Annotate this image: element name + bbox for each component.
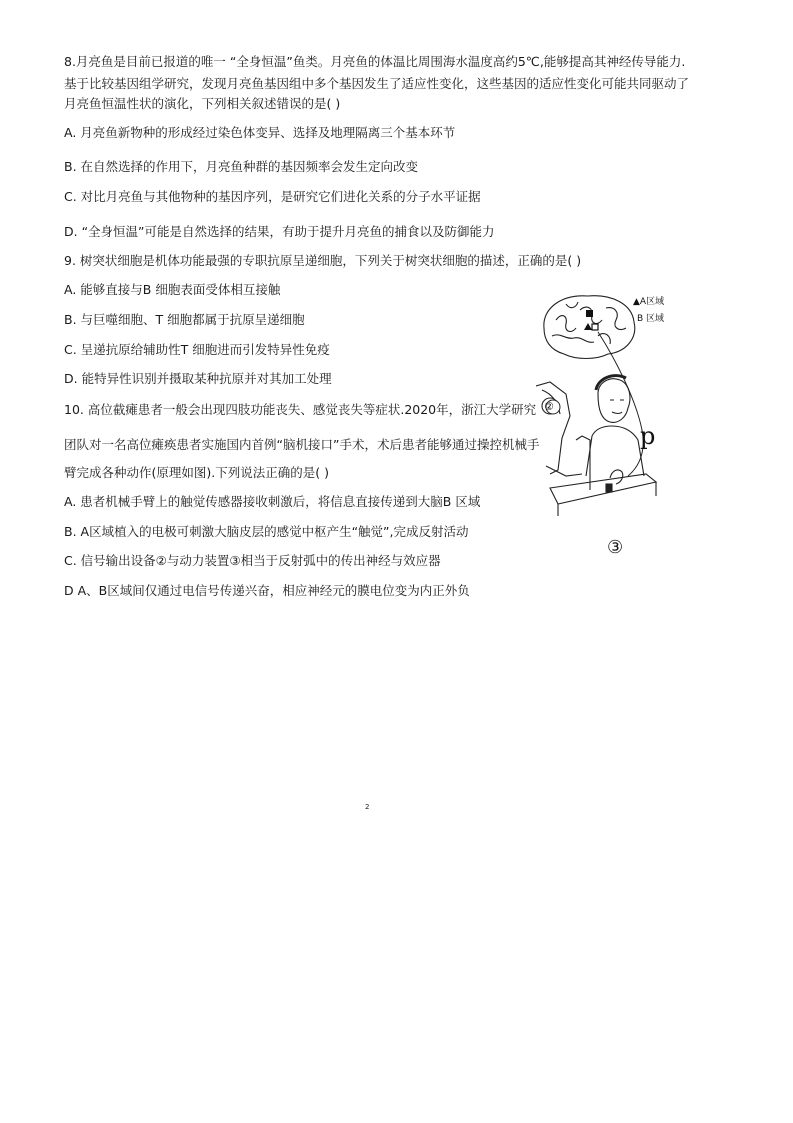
label-p: p [640, 422, 656, 450]
electrode-b [592, 324, 598, 330]
q9-stem: 9. 树突状细胞是机体功能最强的专职抗原呈递细胞，下列关于树突状细胞的描述，正确的是( ) [64, 253, 582, 268]
label-2: ② [544, 400, 554, 413]
q9-option-b: B. 与巨噬细胞、T 细胞都属于抗原呈递细胞 [64, 312, 305, 327]
q10-option-b: B. A区域植入的电极可刺激大脑皮层的感觉中枢产生“触觉”,完成反射活动 [64, 524, 469, 539]
electrode-a-marker [584, 323, 592, 330]
legend-a-region: ▲A区域 [633, 297, 665, 307]
q10-option-a: A. 患者机械手臂上的触觉传感器接收刺激后，将信息直接传递到大脑B 区域 [64, 494, 481, 509]
q8-option-d: D. “全身恒温”可能是自然选择的结果，有助于提升月亮鱼的捕食以及防御能力 [64, 224, 495, 239]
q8-option-a: A. 月亮鱼新物种的形成经过染色体变异、选择及地理隔离三个基本环节 [64, 125, 456, 140]
q9-option-c: C. 呈递抗原给辅助性T 细胞进而引发特异性免疫 [64, 342, 330, 357]
q8-stem-line-2: 基于比较基因组学研究，发现月亮鱼基因组中多个基因发生了适应性变化，这些基因的适应性变化可能共同驱动了 [64, 76, 690, 91]
signal-wire [598, 332, 643, 476]
table-drawing [550, 470, 656, 516]
electrode-a [586, 310, 593, 317]
q10-option-d: D A、B区域间仅通过电信号传递兴奋，相应神经元的膜电位变为内正外负 [64, 583, 470, 598]
q9-option-a: A. 能够直接与B 细胞表面受体相互接触 [64, 282, 281, 297]
page-number: 2 [365, 803, 370, 811]
q8-stem-line-1: 8.月亮鱼是目前已报道的唯一 “全身恒温”鱼类。月亮鱼的体温比周围海水温度高约5℃,能够提高其神经传导能力. [64, 54, 686, 69]
q8-stem-line-3: 月亮鱼恒温性状的演化，下列相关叙述错误的是( ) [64, 96, 341, 111]
patient-drawing [576, 376, 644, 490]
label-3: ③ [607, 537, 624, 558]
q10-stem-line-2: 团队对一名高位瘫痪患者实施国内首例“脑机接口”手术，术后患者能够通过操控机械手 [64, 437, 540, 452]
q10-option-c: C. 信号输出设备②与动力装置③相当于反射弧中的传出神经与效应器 [64, 553, 441, 568]
robotic-arm-drawing [536, 382, 582, 476]
q10-stem-line-1: 10. 高位截瘫患者一般会出现四肢功能丧失、感觉丧失等症状.2020年，浙江大学研究 [64, 402, 537, 417]
bci-figure [536, 290, 676, 520]
q8-option-b: B. 在自然选择的作用下，月亮鱼种群的基因频率会发生定向改变 [64, 159, 419, 174]
q10-stem-line-3: 臂完成各种动作(原理如图).下列说法正确的是( ) [64, 465, 329, 480]
q8-option-c: C. 对比月亮鱼与其他物种的基因序列，是研究它们进化关系的分子水平证据 [64, 189, 481, 204]
legend-b-region: B 区域 [637, 314, 665, 324]
q9-option-d: D. 能特异性识别并摄取某种抗原并对其加工处理 [64, 371, 332, 386]
